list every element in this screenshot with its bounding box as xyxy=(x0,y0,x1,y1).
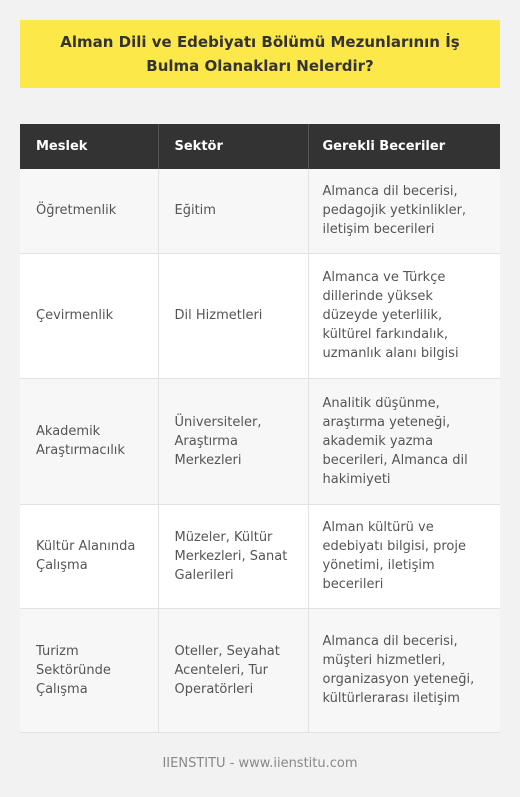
cell-beceriler: Almanca ve Türkçe dillerinde yüksek düzeyde yeterlilik, kültürel farkındalık, uzmanlık alanı bilgisi xyxy=(308,253,500,378)
cell-beceriler: Almanca dil becerisi, pedagojik yetkinlikler, iletişim becerileri xyxy=(308,169,500,253)
table-row xyxy=(20,608,500,732)
cell-meslek: Öğretmenlik xyxy=(20,169,158,253)
footer-credit: IIENSTITU - www.iienstitu.com xyxy=(162,756,358,771)
cell-meslek: Çevirmenlik xyxy=(20,253,158,378)
cell-beceriler: Alman kültürü ve edebiyatı bilgisi, proje yönetimi, iletişim becerileri xyxy=(308,504,500,608)
cell-meslek: Akademik Araştırmacılık xyxy=(20,378,158,504)
header-meslek: Meslek xyxy=(20,124,158,169)
cell-sektor: Müzeler, Kültür Merkezleri, Sanat Galerileri xyxy=(158,504,308,608)
table-row xyxy=(20,378,500,504)
cell-meslek: Kültür Alanında Çalışma xyxy=(20,504,158,608)
cell-beceriler: Analitik düşünme, araştırma yeteneği, akademik yazma becerileri, Almanca dil hakimiyeti xyxy=(308,378,500,504)
header-beceriler: Gerekli Beceriler xyxy=(308,124,500,169)
cell-sektor: Dil Hizmetleri xyxy=(158,253,308,378)
table-row xyxy=(20,253,500,378)
cell-beceriler: Almanca dil becerisi, müşteri hizmetleri, organizasyon yeteneği, kültürlerarası iletişim xyxy=(308,608,500,732)
title-banner xyxy=(20,20,500,88)
table-row xyxy=(20,504,500,608)
cell-sektor: Üniversiteler, Araştırma Merkezleri xyxy=(158,378,308,504)
cell-sektor: Eğitim xyxy=(158,169,308,253)
page-title: Alman Dili ve Edebiyatı Bölümü Mezunlarının İş Bulma Olanakları Nelerdir? xyxy=(60,33,460,75)
cell-meslek: Turizm Sektöründe Çalışma xyxy=(20,608,158,732)
cell-sektor: Oteller, Seyahat Acenteleri, Tur Operatörleri xyxy=(158,608,308,732)
header-sektor: Sektör xyxy=(158,124,308,169)
careers-table xyxy=(20,124,500,733)
table-row xyxy=(20,169,500,253)
table-header-row xyxy=(20,124,500,169)
